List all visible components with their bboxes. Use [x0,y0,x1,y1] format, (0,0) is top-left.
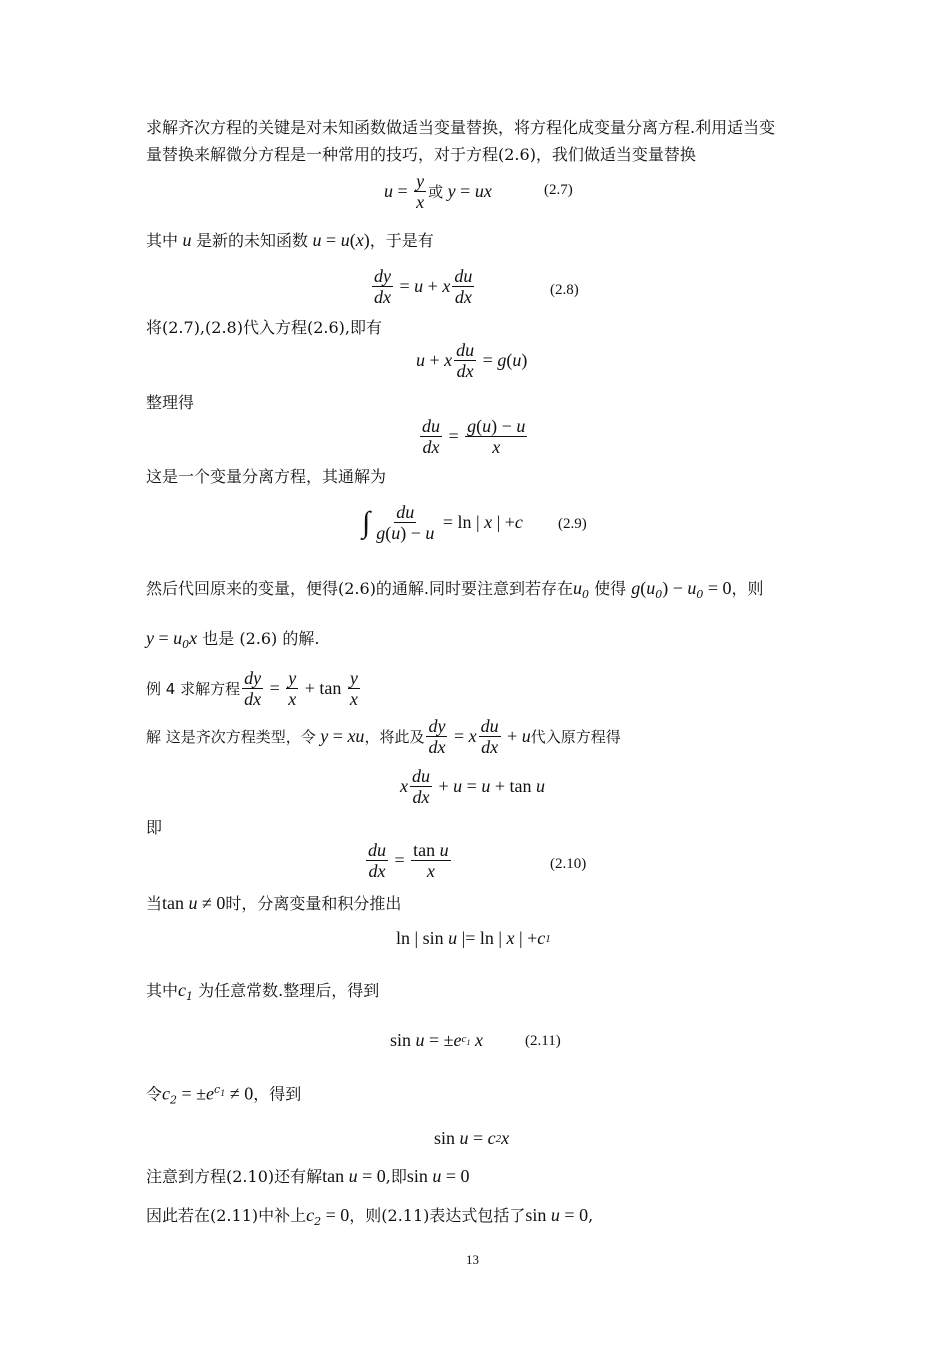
equation-2-8: $\frac{dy}{dx}$ = u + x $\frac{du}{dx}$ [374,266,473,307]
line-const: 其中$c_1$ 为任意常数.整理后，得到 [146,980,380,1004]
tag-2-9: (2.9) [558,516,587,532]
line-subst: 将(2.7),(2.8)代入方程(2.6),即有 [146,318,382,337]
line-let: 令$c_2 = \pm e^{c_1} \ne 0$，得到 [146,1083,302,1107]
equation-2-10: $\frac{du}{dx}$ = $\frac{\text{tan u}}{x}$ [368,840,449,881]
line-note: 注意到方程(2.10)还有解tan u = 0,即sin u = 0 [146,1166,470,1186]
tag-2-10: (2.10) [550,856,587,872]
tag-2-8: (2.8) [550,282,579,298]
tag-2-7: (2.7) [544,182,573,198]
page-number: 13 [466,1252,479,1267]
example-4: 例 4 求解方程 $\frac{dy}{dx}$ = $\frac{y}{x}$ + tan $\frac{y}{x}$ [146,668,358,709]
eq27-or: 或 [428,183,444,201]
line-also: $y = u_0x$ 也是 (2.6) 的解. [146,628,320,652]
line-thus: 因此若在(2.11)中补上$c_2 = 0$，则(2.11)表达式包括了sin u = 0, [146,1205,594,1229]
tag-2-11: (2.11) [525,1033,561,1049]
line-when: 当tan u ≠ 0时，分离变量和积分推出 [146,893,402,913]
equation-substituted: x $\frac{du}{dx}$ + u = u + tan u [400,766,545,807]
line-back: 然后代回原来的变量，便得(2.6)的通解.同时要注意到若存在$u_0$ 使得 $g(u_0) - u_0 = 0$，则 [146,578,764,602]
solution-line: 解 这是齐次方程类型，令 y = xu ，将此及 $\frac{dy}{dx}$ = x $\frac{du}{dx}$ + u 代入原方程得 [146,716,621,757]
equation-log: ln | sin u |= ln | x | + c 1 [396,928,551,948]
line-arrange: 整理得 [146,393,195,412]
equation-2-7: u = $\frac{y}{x}$ 或 y = ux [384,171,492,212]
equation-u-plus: u + x $\frac{du}{dx}$ = g ( u ) [416,340,528,381]
line-newvar: 其中 u 是新的未知函数 u = u(x)，于是有 [146,230,434,250]
para1-line1: 求解齐次方程的关键是对未知函数做适当变量替换，将方程化成变量分离方程.利用适当变 [146,118,776,137]
line-separable: 这是一个变量分离方程，其通解为 [146,467,387,486]
equation-arranged: $\frac{du}{dx}$ = $\frac{g(u) - u}{x}$ [422,416,526,457]
line-ji: 即 [146,818,163,837]
para1-line2: 量替换来解微分方程是一种常用的技巧，对于方程(2.6)，我们做适当变量替换 [146,145,696,164]
equation-2-9: ∫ $\frac{du}{g(u) - u}$ = ln | x | + c [362,502,523,543]
equation-2-11: sin u = ± e $c_1$ x [390,1030,483,1050]
equation-sin-c2: sin u = c 2 x [434,1128,510,1148]
